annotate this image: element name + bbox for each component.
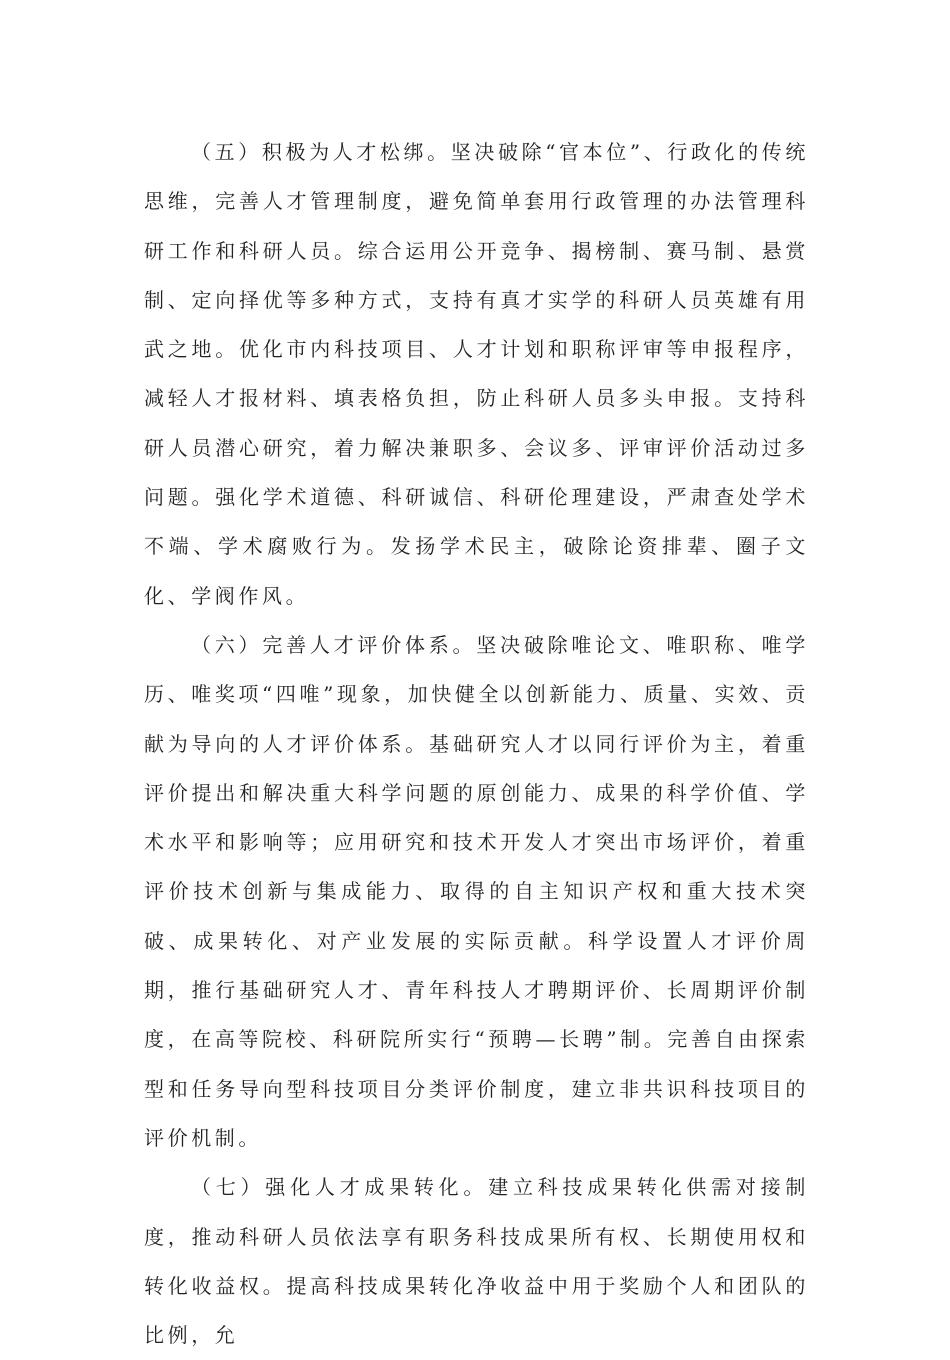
document-body bbox=[144, 128, 809, 1360]
paragraph-talent-evaluation: （六）完善人才评价体系。坚决破除唯论文、唯职称、唯学历、唯奖项“四唯”现象，加快健全以创新能力、质量、实效、贡献为导向的人才评价体系。基础研究人才以同行评价为主，着重评价提出和解决重大科学问题的原创能力、成果的科学价值、学术水平和影响等；应用研究和技术开发人才突出市场评价，着重评价技术创新与集成能力、取得的自主知识产权和重大技术突破、成果转化、对产业发展的实际贡献。科学设置人才评价周期，推行基础研究人才、青年科技人才聘期评价、长周期评价制度，在高等院校、科研院所实行“预聘—长聘”制。完善自由探索型和任务导向型科技项目分类评价制度，建立非共识科技项目的评价机制。 bbox=[144, 632, 809, 1150]
paragraph-achievement-transformation: （七）强化人才成果转化。建立科技成果转化供需对接制度，推动科研人员依法享有职务科技成果所有权、长期使用权和转化收益权。提高科技成果转化净收益中用于奖励个人和团队的比例，允 bbox=[144, 1175, 809, 1348]
paragraph-talent-unbinding: （五）积极为人才松绑。坚决破除“官本位”、行政化的传统思维，完善人才管理制度，避免简单套用行政管理的办法管理科研工作和科研人员。综合运用公开竞争、揭榜制、赛马制、悬赏制、定向择优等多种方式，支持有真才实学的科研人员英雄有用武之地。优化市内科技项目、人才计划和职称评审等申报程序，减轻人才报材料、填表格负担，防止科研人员多头申报。支持科研人员潜心研究，着力解决兼职多、会议多、评审评价活动过多问题。强化学术道德、科研诚信、科研伦理建设，严肃查处学术不端、学术腐败行为。发扬学术民主，破除论资排辈、圈子文化、学阀作风。 bbox=[144, 140, 809, 608]
